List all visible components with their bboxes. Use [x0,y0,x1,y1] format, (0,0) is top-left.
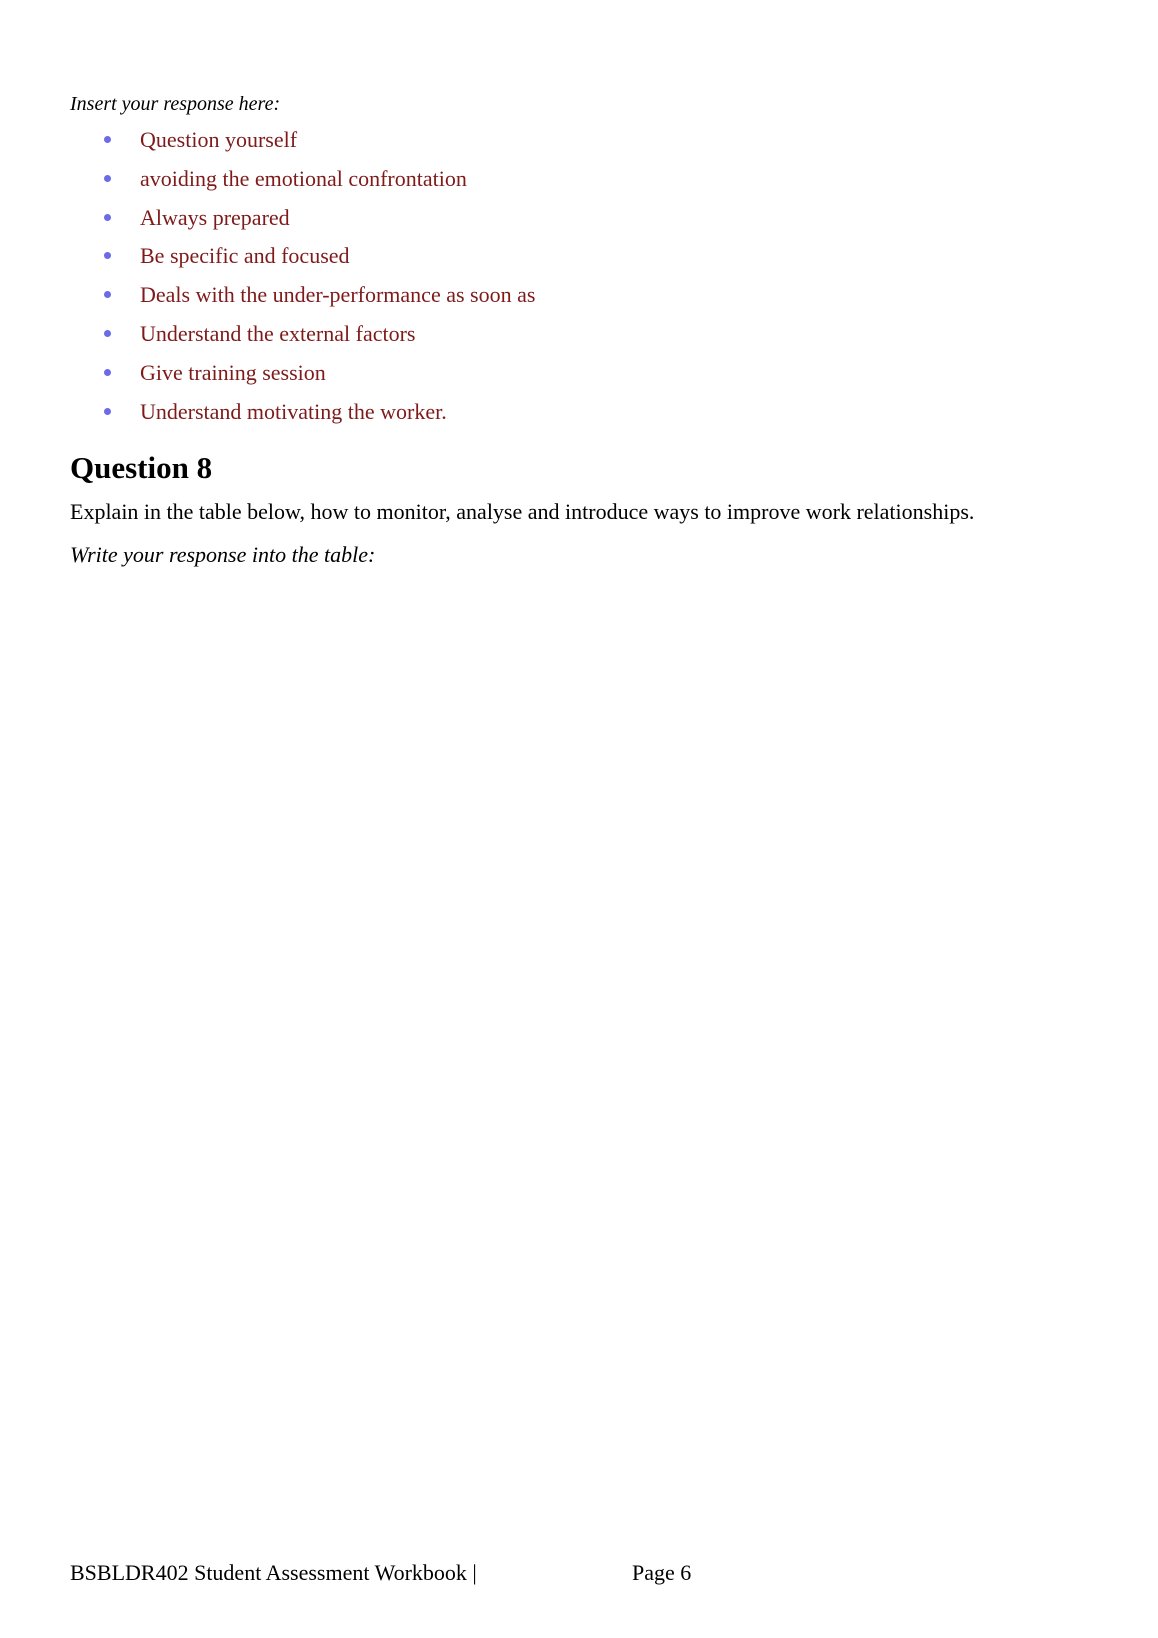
bullet-icon [104,330,111,337]
bullet-icon [104,214,111,221]
list-item-text: avoiding the emotional confrontation [140,165,467,191]
bullet-icon [104,136,111,143]
footer-workbook-title: BSBLDR402 Student Assessment Workbook | [70,1560,477,1585]
bullet-icon [104,369,111,376]
list-item-text: Understand the external factors [140,320,416,346]
response-prompt: Insert your response here: [70,93,281,115]
list-item-text: Question yourself [140,127,298,152]
bullet-icon [104,252,111,259]
footer-page-number: Page 6 [632,1560,692,1585]
table-response-prompt: Write your response into the table: [70,542,376,567]
list-item-text: Always prepared [140,204,290,230]
bullet-icon [104,175,111,182]
question-heading: Question 8 [70,450,213,485]
question-text: Explain in the table below, how to monitor, analyse and introduce ways to improve work relationships. [70,499,975,524]
list-item-text: Deals with the under-performance as soon as [140,282,536,308]
bullet-icon [104,408,111,415]
bullet-icon [104,291,111,298]
list-item-text: Be specific and focused [140,243,350,269]
list-item-text: Give training session [140,359,326,385]
list-item-text: Understand motivating the worker. [140,398,447,424]
